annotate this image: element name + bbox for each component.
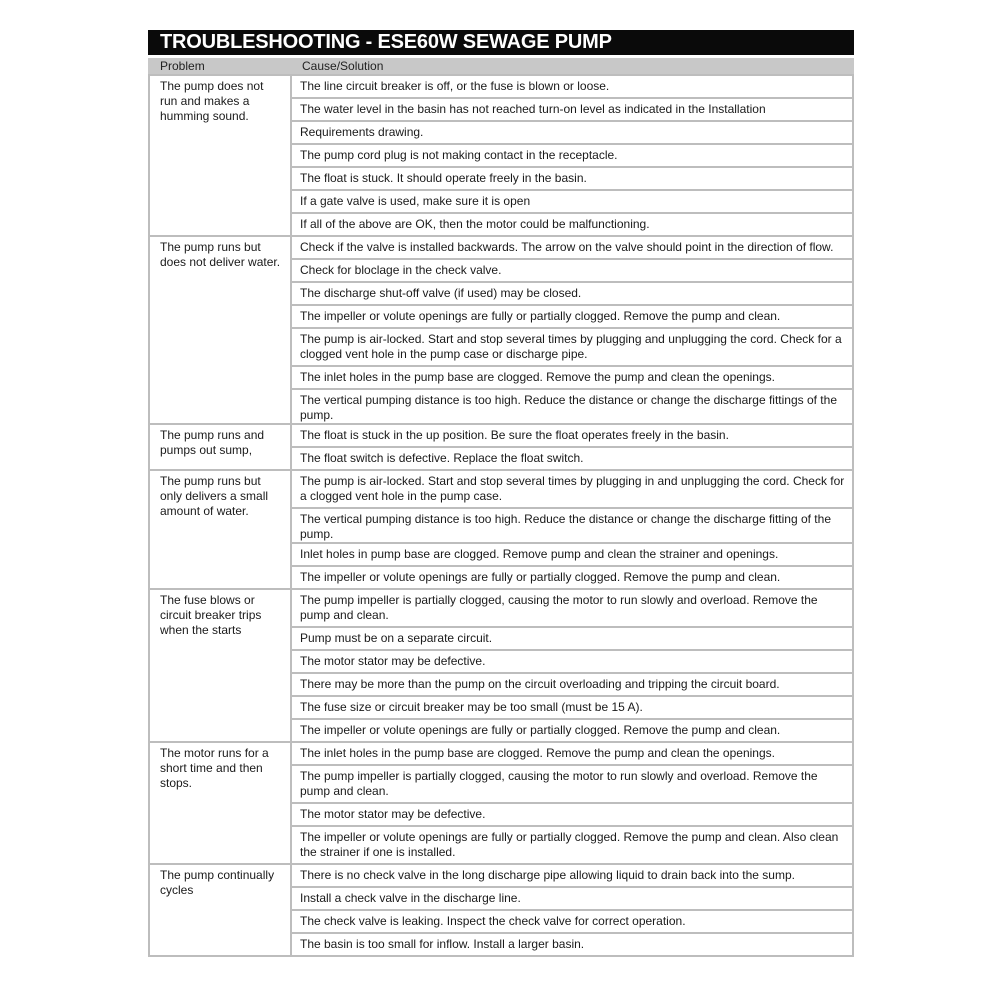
- solution-cell: [291, 389, 853, 424]
- solution-text: If all of the above are OK, then the motor could be malfunctioning.: [300, 217, 650, 231]
- solution-text: The pump cord plug is not making contact in the receptacle.: [300, 148, 618, 162]
- solution-text: The float is stuck. It should operate freely in the basin.: [300, 171, 587, 185]
- problem-text: The motor runs for a short time and then stops.: [160, 746, 269, 790]
- solution-text: The pump impeller is partially clogged, causing the motor to run slowly and overload. Remove the pump and clean.: [300, 769, 818, 798]
- solution-cell: [291, 887, 853, 910]
- solution-cell: [291, 259, 853, 282]
- solution-cell: [291, 121, 853, 144]
- troubleshooting-table: [148, 74, 854, 957]
- solution-cell: [291, 282, 853, 305]
- solution-cell: [291, 742, 853, 765]
- solution-text: The inlet holes in the pump base are clogged. Remove the pump and clean the openings.: [300, 746, 775, 760]
- header-cause-solution: Cause/Solution: [302, 59, 384, 73]
- solution-text: The vertical pumping distance is too high. Reduce the distance or change the discharge fittings of the pump.: [300, 393, 837, 422]
- solution-cell: [291, 75, 853, 98]
- solution-text: The basin is too small for inflow. Install a larger basin.: [300, 937, 585, 951]
- solution-text: The motor stator may be defective.: [300, 807, 486, 821]
- solution-cell: [291, 910, 853, 933]
- solution-text: The fuse size or circuit breaker may be too small (must be 15 A).: [300, 700, 643, 714]
- solution-text: The pump impeller is partially clogged, causing the motor to run slowly and overload. Remove the pump and clean.: [300, 593, 818, 622]
- table-row: [149, 589, 853, 627]
- solution-cell: [291, 566, 853, 589]
- problem-text: The pump runs but does not deliver water.: [160, 240, 281, 269]
- problem-text: The pump continually cycles: [160, 868, 275, 897]
- solution-text: There is no check valve in the long discharge pipe allowing liquid to drain back into the sump.: [300, 868, 795, 882]
- solution-text: The float switch is defective. Replace the float switch.: [300, 451, 584, 465]
- table-row: [149, 864, 853, 887]
- table-row: [149, 75, 853, 98]
- solution-cell: [291, 236, 853, 259]
- solution-text: Requirements drawing.: [300, 125, 424, 139]
- solution-text: The float is stuck in the up position. Be sure the float operates freely in the basin.: [300, 428, 729, 442]
- solution-cell: [291, 144, 853, 167]
- solution-text: The pump is air-locked. Start and stop several times by plugging and unplugging the cord. Check for a clogged vent hole in the pump case or discharge pipe.: [300, 332, 842, 361]
- solution-cell: [291, 328, 853, 366]
- page-title: TROUBLESHOOTING - ESE60W SEWAGE PUMP: [148, 30, 854, 55]
- solution-text: If a gate valve is used, make sure it is open: [300, 194, 531, 208]
- solution-cell: [291, 696, 853, 719]
- problem-text: The pump runs but only delivers a small amount of water.: [160, 474, 269, 518]
- solution-text: The discharge shut-off valve (if used) may be closed.: [300, 286, 582, 300]
- solution-text: The water level in the basin has not reached turn-on level as indicated in the Installation: [300, 102, 766, 116]
- solution-cell: [291, 447, 853, 470]
- problem-text: The pump does not run and makes a humming sound.: [160, 79, 264, 123]
- solution-cell: [291, 167, 853, 190]
- solution-cell: [291, 719, 853, 742]
- table-header: [148, 58, 854, 74]
- solution-text: The check valve is leaking. Inspect the check valve for correct operation.: [300, 914, 686, 928]
- solution-cell: [291, 627, 853, 650]
- problem-cell: [149, 589, 291, 742]
- solution-text: There may be more than the pump on the circuit overloading and tripping the circuit board.: [300, 677, 780, 691]
- solution-text: Check for bloclage in the check valve.: [300, 263, 502, 277]
- table-row: [149, 236, 853, 259]
- problem-text: The pump runs and pumps out sump,: [160, 428, 265, 457]
- problem-cell: [149, 236, 291, 424]
- solution-cell: [291, 864, 853, 887]
- header-problem: Problem: [160, 59, 205, 73]
- solution-cell: [291, 933, 853, 956]
- table-row: [149, 470, 853, 508]
- solution-text: The impeller or volute openings are fully or partially clogged. Remove the pump and clean. Also clean the strainer if one is installed.: [300, 830, 839, 859]
- troubleshooting-sheet: [148, 30, 854, 957]
- solution-cell: [291, 98, 853, 121]
- solution-text: Install a check valve in the discharge line.: [300, 891, 521, 905]
- solution-cell: [291, 543, 853, 566]
- solution-text: The impeller or volute openings are fully or partially clogged. Remove the pump and clean.: [300, 309, 781, 323]
- solution-cell: [291, 190, 853, 213]
- table-row: [149, 742, 853, 765]
- problem-cell: [149, 470, 291, 589]
- problem-cell: [149, 864, 291, 956]
- solution-cell: [291, 650, 853, 673]
- solution-text: The line circuit breaker is off, or the fuse is blown or loose.: [300, 79, 610, 93]
- solution-cell: [291, 673, 853, 696]
- solution-text: Pump must be on a separate circuit.: [300, 631, 493, 645]
- solution-cell: [291, 470, 853, 508]
- problem-cell: [149, 742, 291, 864]
- solution-text: Check if the valve is installed backwards. The arrow on the valve should point in the direction of flow.: [300, 240, 834, 254]
- solution-cell: [291, 589, 853, 627]
- problem-text: The fuse blows or circuit breaker trips when the starts: [160, 593, 262, 637]
- problem-cell: [149, 75, 291, 236]
- solution-cell: [291, 424, 853, 447]
- solution-cell: [291, 765, 853, 803]
- solution-cell: [291, 508, 853, 543]
- solution-text: The impeller or volute openings are fully or partially clogged. Remove the pump and clean.: [300, 723, 781, 737]
- solution-text: Inlet holes in pump base are clogged. Remove pump and clean the strainer and openings.: [300, 547, 779, 561]
- solution-cell: [291, 305, 853, 328]
- solution-text: The inlet holes in the pump base are clogged. Remove the pump and clean the openings.: [300, 370, 775, 384]
- solution-cell: [291, 366, 853, 389]
- problem-cell: [149, 424, 291, 470]
- table-body: [149, 75, 853, 956]
- solution-text: The impeller or volute openings are fully or partially clogged. Remove the pump and clean.: [300, 570, 781, 584]
- solution-text: The vertical pumping distance is too high. Reduce the distance or change the discharge fitting of the pump.: [300, 512, 831, 541]
- solution-cell: [291, 213, 853, 236]
- solution-cell: [291, 826, 853, 864]
- solution-cell: [291, 803, 853, 826]
- solution-text: The pump is air-locked. Start and stop several times by plugging in and unplugging the cord. Check for a clogged vent hole in the pump case.: [300, 474, 845, 503]
- table-row: [149, 424, 853, 447]
- solution-text: The motor stator may be defective.: [300, 654, 486, 668]
